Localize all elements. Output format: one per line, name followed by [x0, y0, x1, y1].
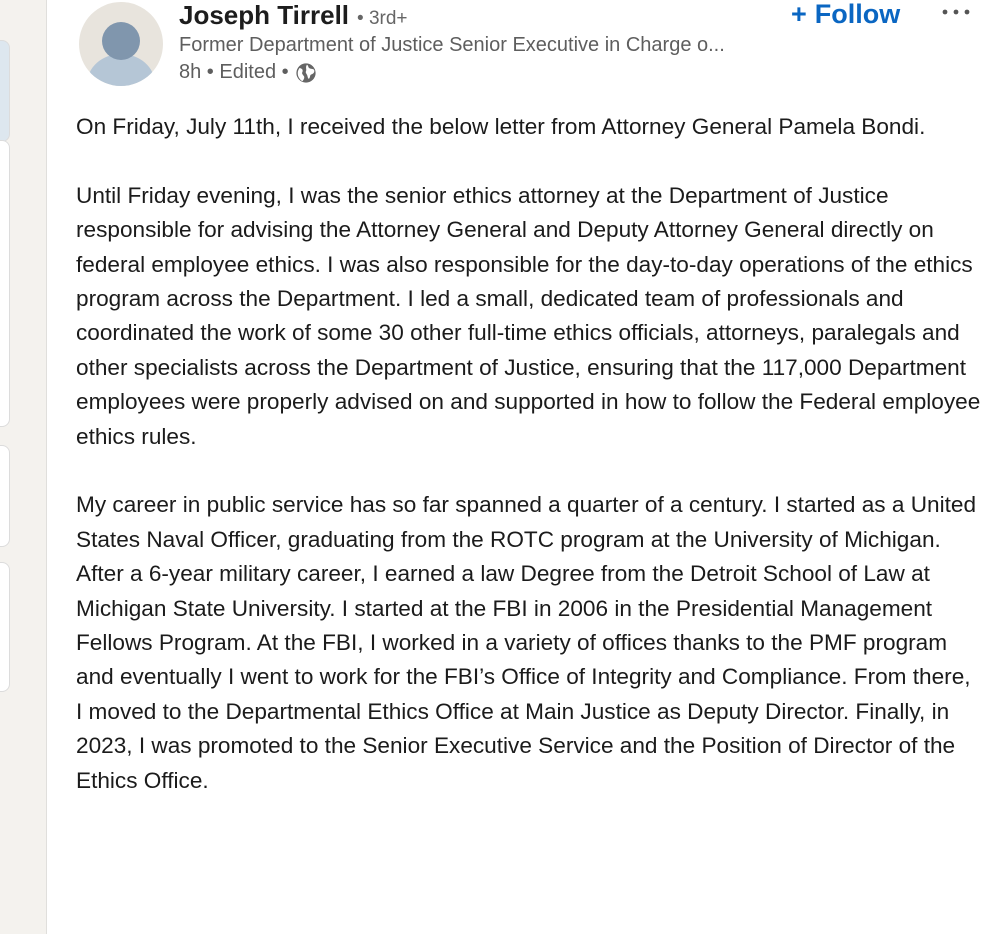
edited-label: Edited [219, 61, 277, 83]
rail-card [0, 445, 10, 547]
meta-separator: • [276, 61, 289, 83]
follow-button[interactable] [791, 0, 900, 30]
post-paragraph: Until Friday evening, I was the senior ethics attorney at the Department of Justice responsible for advising the Attorney General and Deputy Attorney General directly on federal employee ethics. I was also responsible for the day-to-day operations of the ethics program across the Department. I led a small, dedicated team of professionals and coordinated the work of some 30 other full-time ethics officials, attorneys, paralegals and other specialists across the Department of Justice, ensuring that the 117,000 Department employees were properly advised on and supported in how to follow the Federal employee ethics rules. [76, 182, 981, 449]
plus-icon: + [791, 0, 807, 29]
post-paragraph: My career in public service has so far spanned a quarter of a century. I started as a United States Naval Officer, graduating from the ROTC program at the University of Michigan. After a 6-year military career, I earned a law Degree from the Detroit School of Law at Michigan State University. I started at the FBI in 2006 in the Presidential Management Fellows Program. At the FBI, I worked in a variety of offices thanks to the PMF program and eventually I went to work for the FBI’s Office of Integrity and Compliance. From there, I moved to the Departmental Ethics Office at Main Justice as Deputy Director. Finally, in 2023, I was promoted to the Senior Executive Service and the Position of Director of the Ethics Office. [76, 492, 977, 793]
post-time: 8h [179, 61, 202, 83]
rail-card [0, 40, 10, 142]
globe-icon [295, 62, 317, 84]
avatar-head [102, 22, 140, 60]
feed-post [46, 0, 1000, 934]
post-paragraph: On Friday, July 11th, I received the below letter from Attorney General Pamela Bondi. [76, 114, 926, 139]
author-name-row [179, 0, 408, 32]
rail-card [0, 140, 10, 427]
follow-label: Follow [814, 0, 901, 29]
ellipsis-icon[interactable] [939, 0, 973, 24]
post-meta [179, 61, 317, 84]
post-body [76, 110, 981, 798]
meta-separator: • [201, 61, 220, 83]
author-headline[interactable]: Former Department of Justice Senior Executive in Charge o... [179, 34, 725, 56]
connection-degree-label: 3rd+ [368, 8, 408, 29]
avatar[interactable] [79, 2, 163, 86]
connection-degree: • 3rd+ [357, 8, 408, 29]
left-rail [0, 0, 46, 934]
rail-card [0, 562, 10, 692]
author-name[interactable]: Joseph Tirrell [179, 0, 350, 30]
